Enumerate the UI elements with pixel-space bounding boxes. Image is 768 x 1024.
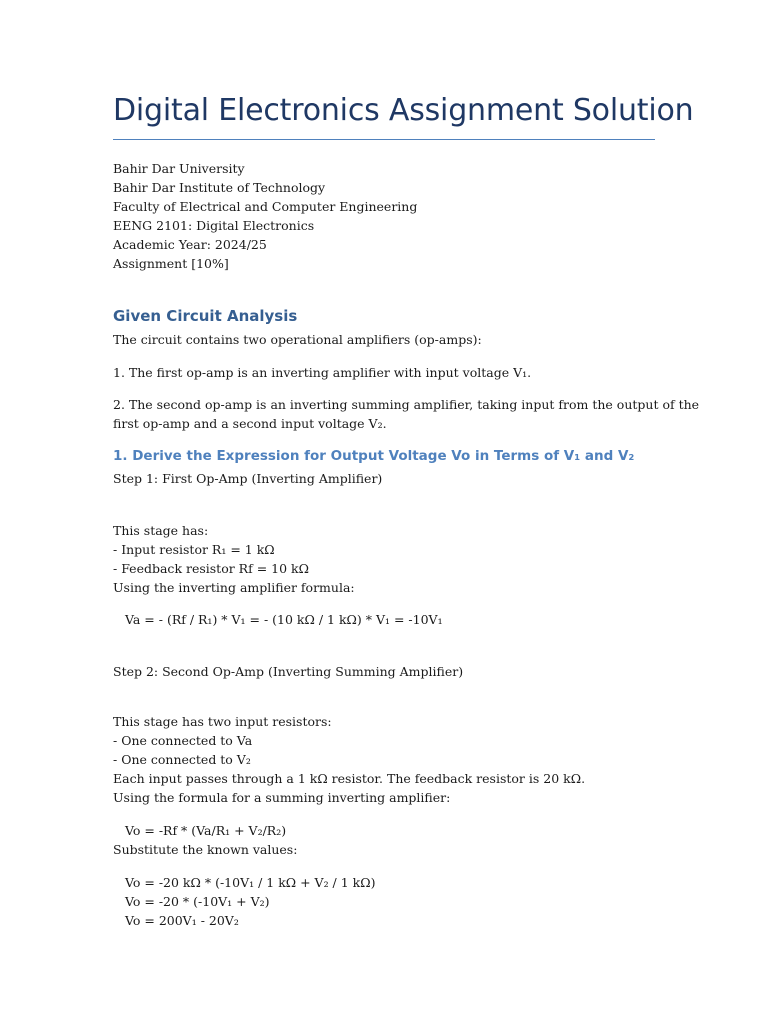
step1-line: - Input resistor R₁ = 1 kΩ	[113, 542, 275, 557]
step2-formula: Vo = -Rf * (Va/R₁ + V₂/R₂)	[125, 823, 287, 838]
step1-line: This stage has:	[113, 523, 209, 538]
step1-line: Using the inverting amplifier formula:	[113, 580, 355, 595]
course-line: EENG 2101: Digital Electronics	[113, 218, 315, 233]
circuit-intro: The circuit contains two operational amplifiers (op-amps):	[113, 332, 482, 347]
circuit-point-2-line-1: 2. The second op-amp is an inverting summing amplifier, taking input from the output of the	[113, 397, 700, 412]
step2-line: Each input passes through a 1 kΩ resistor. The feedback resistor is 20 kΩ.	[113, 771, 586, 786]
academic-year-line: Academic Year: 2024/25	[113, 237, 267, 252]
substitute-label: Substitute the known values:	[113, 842, 298, 857]
document-title: Digital Electronics Assignment Solution	[113, 93, 694, 128]
section-heading-circuit: Given Circuit Analysis	[113, 307, 298, 325]
result-line: Vo = -20 * (-10V₁ + V₂)	[125, 894, 270, 909]
circuit-point-1: 1. The first op-amp is an inverting amplifier with input voltage V₁.	[113, 365, 532, 380]
faculty-line: Faculty of Electrical and Computer Engineering	[113, 199, 418, 214]
university-line: Bahir Dar University	[113, 161, 245, 176]
section-heading-derive: 1. Derive the Expression for Output Voltage Vo in Terms of V₁ and V₂	[113, 448, 635, 464]
step1-formula: Va = - (Rf / R₁) * V₁ = - (10 kΩ / 1 kΩ) * V₁ = -10V₁	[125, 612, 443, 627]
step2-line: - One connected to V₂	[113, 752, 251, 767]
result-line-final: Vo = 200V₁ - 20V₂	[125, 913, 239, 928]
circuit-point-2-line-2: first op-amp and a second input voltage V₂.	[113, 416, 387, 431]
step2-line: - One connected to Va	[113, 733, 253, 748]
step1-title: Step 1: First Op-Amp (Inverting Amplifier)	[113, 471, 383, 486]
assignment-weight-line: Assignment [10%]	[113, 256, 229, 271]
title-underline	[113, 139, 655, 140]
step2-line: Using the formula for a summing inverting amplifier:	[113, 790, 451, 805]
result-line: Vo = -20 kΩ * (-10V₁ / 1 kΩ + V₂ / 1 kΩ)	[125, 875, 376, 890]
institute-line: Bahir Dar Institute of Technology	[113, 180, 326, 195]
step2-title: Step 2: Second Op-Amp (Inverting Summing Amplifier)	[113, 664, 464, 679]
step1-line: - Feedback resistor Rf = 10 kΩ	[113, 561, 309, 576]
step2-line: This stage has two input resistors:	[113, 714, 332, 729]
